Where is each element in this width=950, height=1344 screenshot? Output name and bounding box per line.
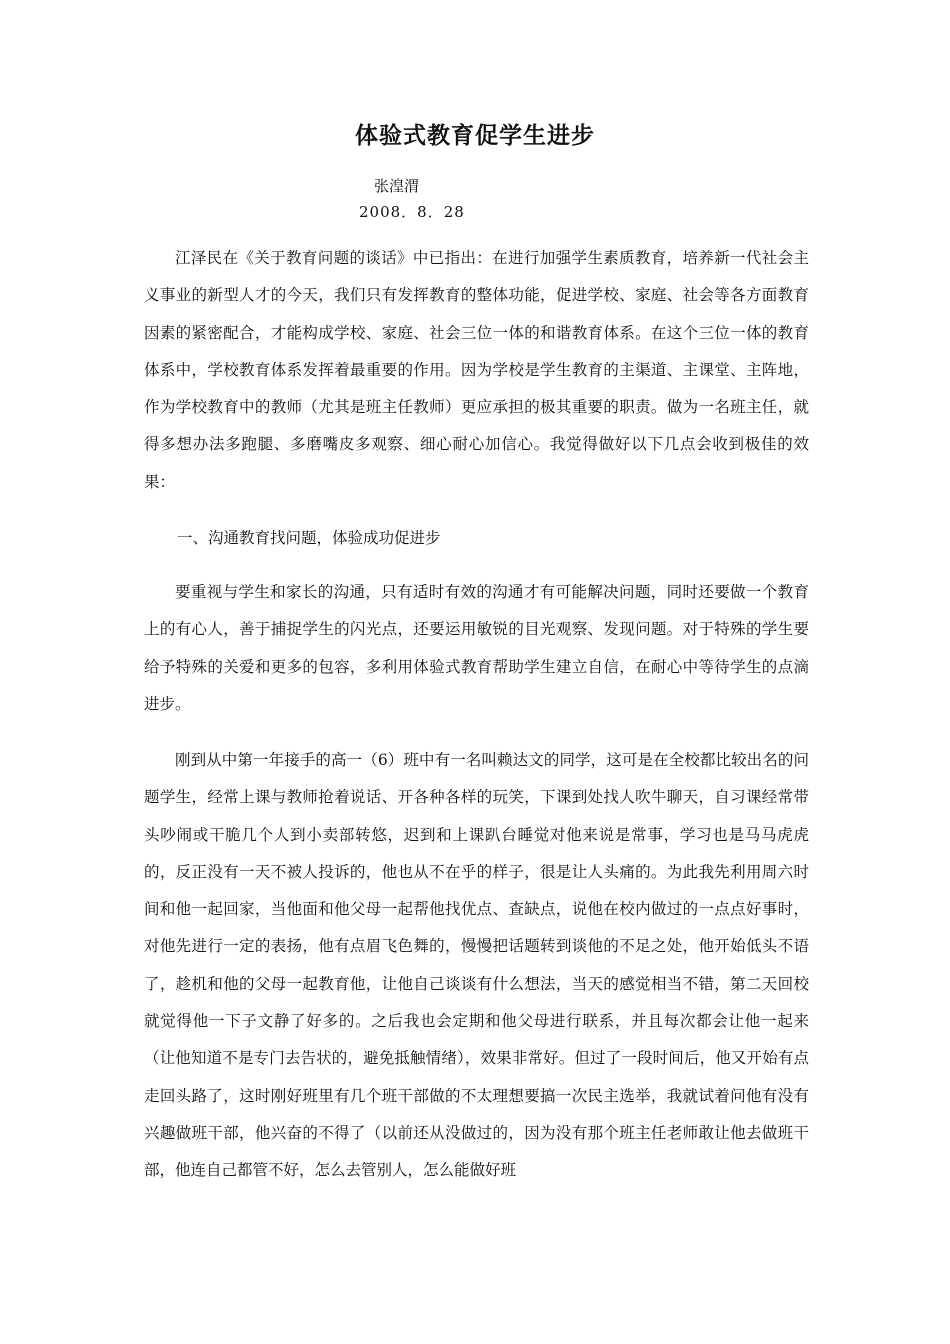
document-author: 张湟渭 [374, 177, 420, 195]
document-date: 2008．8．28 [359, 203, 465, 221]
paragraph-communication: 要重视与学生和家长的沟通，只有适时有效的沟通才有可能解决问题，同时还要做一个教育上的有心人，善于捕捉学生的闪光点，还要运用敏锐的目光观察、发现问题。对于特殊的学生要给予特殊的关爱和更多的包容，多利用体验式教育帮助学生建立自信，在耐心中等待学生的点滴进步。 [144, 583, 809, 713]
paragraph-case-study: 刚到从中第一年接手的高一（6）班中有一名叫赖达文的同学，这可是在全校都比较出名的问题学生，经常上课与教师抢着说话、开各种各样的玩笑，下课到处找人吹牛聊天，自习课经常带头吵闹或干脆几个人到小卖部转悠，迟到和上课趴台睡觉对他来说是常事，学习也是马马虎虎的，反正没有一天不被人投诉的，他也从不在乎的样子，很是让人头痛的。为此我先利用周六时间和他一起回家，当他面和他父母一起帮他找优点、查缺点，说他在校内做过的一点点好事时，对他先进行一定的表扬，他有点眉飞色舞的，慢慢把话题转到谈他的不足之处，他开始低头不语了，趁机和他的父母一起教育他，让他自己谈谈有什么想法，当天的感觉相当不错，第二天回校就觉得他一下子文静了好多的。之后我也会定期和他父母进行联系，并且每次都会让他一起来（让他知道不是专门去告状的，避免抵触情绪），效果非常好。但过了一段时间后，他又开始有点走回头路了，这时刚好班里有几个班干部做的不太理想要搞一次民主选举，我就试着问他有没有兴趣做班干部，他兴奋的不得了（以前还从没做过的，因为没有那个班主任老师敢让他去做班干部，他连自己都管不好，怎么去管别人，怎么能做好班 [144, 751, 809, 1180]
paragraph-intro: 江泽民在《关于教育问题的谈话》中已指出：在进行加强学生素质教育，培养新一代社会主义事业的新型人才的今天，我们只有发挥教育的整体功能，促进学校、家庭、社会等各方面教育因素的紧密配合，才能构成学校、家庭、社会三位一体的和谐教育体系。在这个三位一体的教育体系中，学校教育体系发挥着最重要的作用。因为学校是学生教育的主渠道、主课堂、主阵地，作为学校教育中的教师（尤其是班主任教师）更应承担的极其重要的职责。做为一名班主任，就得多想办法多跑腿、多磨嘴皮多观察、细心耐心加信心。我觉得做好以下几点会收到极佳的效果： [144, 249, 809, 491]
section-heading: 一、沟通教育找问题，体验成功促进步 [177, 529, 441, 547]
document-title: 体验式教育促学生进步 [355, 122, 595, 149]
